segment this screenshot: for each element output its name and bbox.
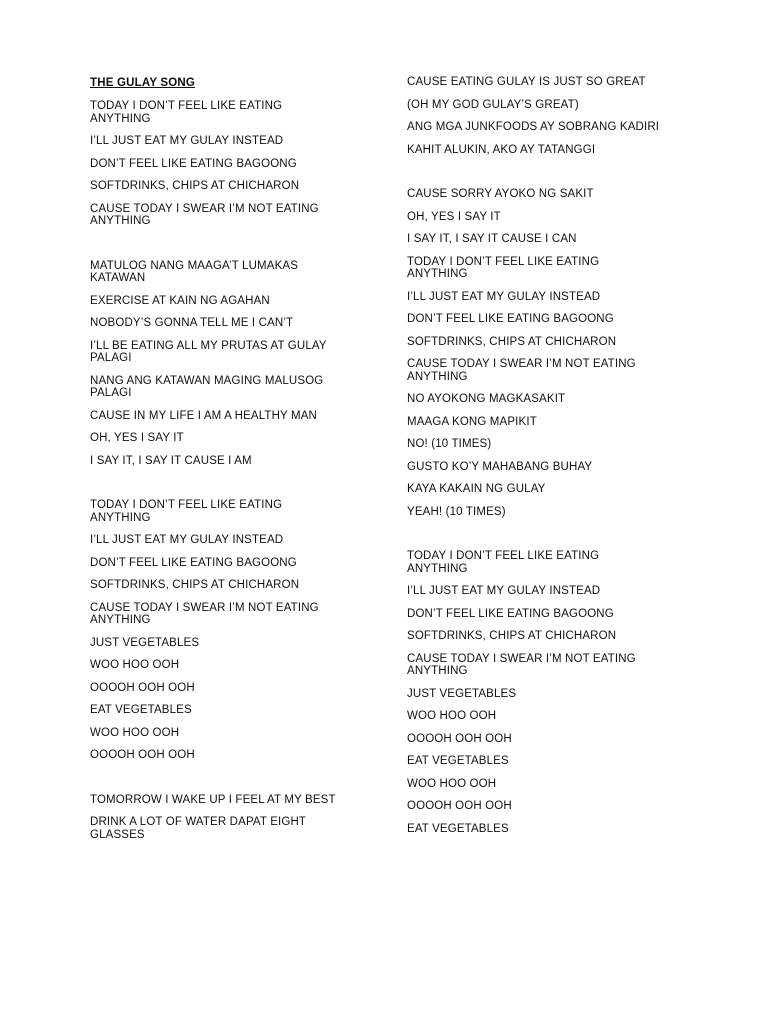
- lyric-line: GUSTO KO’Y MAHABANG BUHAY: [407, 460, 593, 473]
- lyric-line: TODAY I DON’T FEEL LIKE EATING ANYTHING: [90, 100, 283, 125]
- lyric-line: I’LL BE EATING ALL MY PRUTAS AT GULAY PALAGI: [90, 339, 327, 364]
- lyric-line: SOFTDRINKS, CHIPS AT CHICHARON: [90, 579, 300, 591]
- lyric-line: EAT VEGETABLES: [407, 755, 509, 767]
- lyric-line: DRINK A LOT OF WATER DAPAT EIGHT GLASSES: [90, 816, 307, 841]
- lyric-line: SOFTDRINKS, CHIPS AT CHICHARON: [90, 180, 300, 192]
- lyric-line: KAYA KAKAIN NG GULAY: [407, 483, 546, 495]
- lyric-line: OOOOH OOH OOH: [90, 749, 195, 761]
- lyric-line: TOMORROW I WAKE UP I FEEL AT MY BEST: [90, 793, 336, 806]
- lyric-line: OOOOH OOH OOH: [90, 681, 195, 694]
- lyric-line: I SAY IT, I SAY IT CAUSE I CAN: [407, 233, 577, 245]
- lyric-line: TODAY I DON’T FEEL LIKE EATING ANYTHING: [407, 550, 600, 575]
- lyric-line: EAT VEGETABLES: [90, 704, 192, 716]
- lyric-line: NANG ANG KATAWAN MAGING MALUSOG PALAGI: [90, 374, 324, 399]
- lyric-line: I’LL JUST EAT MY GULAY INSTEAD: [90, 534, 284, 546]
- right-column: [407, 76, 707, 845]
- lyric-line: WOO HOO OOH: [407, 777, 497, 790]
- lyric-line: EXERCISE AT KAIN NG AGAHAN: [90, 294, 270, 307]
- lyric-line: CAUSE TODAY I SWEAR I’M NOT EATING ANYTHING: [407, 358, 636, 383]
- song-title: THE GULAY SONG: [90, 77, 196, 89]
- lyric-line: YEAH! (10 TIMES): [407, 505, 506, 518]
- lyric-line: I’LL JUST EAT MY GULAY INSTEAD: [90, 135, 284, 147]
- right-lyrics: [407, 76, 707, 835]
- lyric-line: TODAY I DON’T FEEL LIKE EATING ANYTHING: [90, 499, 283, 524]
- lyric-line: ANG MGA JUNKFOODS AY SOBRANG KADIRI: [407, 121, 660, 133]
- lyric-line: I’LL JUST EAT MY GULAY INSTEAD: [407, 290, 601, 303]
- lyric-line: NOBODY’S GONNA TELL ME I CAN’T: [90, 317, 294, 329]
- stanza-break: [90, 477, 360, 499]
- lyric-line: KAHIT ALUKIN, AKO AY TATANGGI: [407, 143, 596, 156]
- lyric-line: NO AYOKONG MAGKASAKIT: [407, 393, 566, 405]
- lyric-line: DON’T FEEL LIKE EATING BAGOONG: [407, 313, 614, 325]
- left-lyrics: [90, 100, 360, 841]
- lyric-line: CAUSE TODAY I SWEAR I’M NOT EATING ANYTHING: [90, 601, 319, 626]
- lyric-line: JUST VEGETABLES: [90, 636, 200, 649]
- lyric-line: CAUSE TODAY I SWEAR I’M NOT EATING ANYTHING: [407, 652, 636, 677]
- lyric-line: CAUSE TODAY I SWEAR I’M NOT EATING ANYTHING: [90, 202, 319, 227]
- lyric-line: OH, YES I SAY IT: [407, 210, 501, 223]
- lyric-line: (OH MY GOD GULAY’S GREAT): [407, 98, 579, 111]
- stanza-break: [407, 528, 707, 550]
- lyric-line: NO! (10 TIMES): [407, 438, 492, 450]
- stanza-break: [90, 238, 360, 260]
- lyric-line: WOO HOO OOH: [407, 710, 497, 722]
- lyric-line: SOFTDRINKS, CHIPS AT CHICHARON: [407, 335, 617, 348]
- lyric-line: OOOOH OOH OOH: [407, 732, 512, 745]
- lyric-line: CAUSE SORRY AYOKO NG SAKIT: [407, 188, 594, 200]
- lyric-line: CAUSE IN MY LIFE I AM A HEALTHY MAN: [90, 409, 318, 422]
- lyric-line: I SAY IT, I SAY IT CAUSE I AM: [90, 454, 252, 467]
- lyric-line: WOO HOO OOH: [90, 726, 180, 739]
- lyric-line: OH, YES I SAY IT: [90, 432, 184, 444]
- lyric-line: OOOOH OOH OOH: [407, 800, 512, 812]
- left-column: [90, 76, 360, 851]
- lyric-line: CAUSE EATING GULAY IS JUST SO GREAT: [407, 76, 646, 88]
- lyric-line: JUST VEGETABLES: [407, 687, 517, 700]
- lyric-line: TODAY I DON’T FEEL LIKE EATING ANYTHING: [407, 255, 600, 280]
- lyric-line: MATULOG NANG MAAGA’T LUMAKAS KATAWAN: [90, 259, 299, 284]
- lyric-line: WOO HOO OOH: [90, 659, 180, 671]
- lyric-line: I’LL JUST EAT MY GULAY INSTEAD: [407, 585, 601, 597]
- lyric-line: DON’T FEEL LIKE EATING BAGOONG: [90, 157, 297, 170]
- stanza-break: [407, 166, 707, 188]
- stanza-break: [90, 772, 360, 794]
- lyric-line: MAAGA KONG MAPIKIT: [407, 415, 537, 428]
- lyric-line: EAT VEGETABLES: [407, 822, 509, 835]
- lyric-line: DON’T FEEL LIKE EATING BAGOONG: [90, 556, 297, 569]
- lyric-line: DON’T FEEL LIKE EATING BAGOONG: [407, 607, 614, 620]
- lyric-line: SOFTDRINKS, CHIPS AT CHICHARON: [407, 630, 617, 642]
